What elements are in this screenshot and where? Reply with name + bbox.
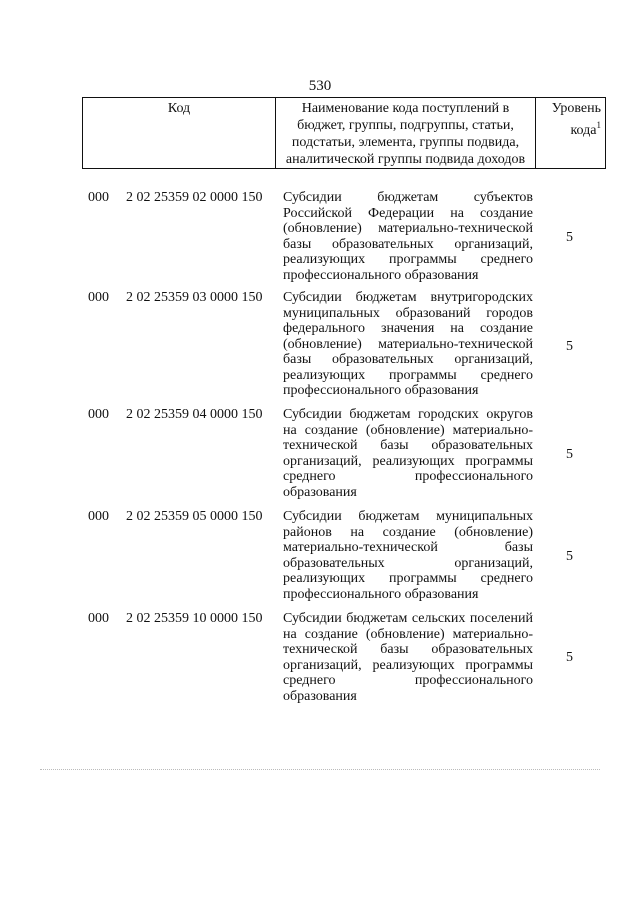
header-name: Наименование кода поступлений в бюджет, группы, подгруппы, статьи, подстатьи, элемента, группы подвида, аналитической группы подвида доходов <box>276 98 536 168</box>
row-admin-code: 000 <box>88 190 109 205</box>
row-admin-code: 000 <box>88 611 109 626</box>
row-income-code: 2 02 25359 05 0000 150 <box>126 509 263 524</box>
row-code <box>88 290 263 306</box>
row-name: Субсидии бюджетам муниципальных районов на создание (обновление) материально-технической базы образовательных организаций, реализующих программы среднего профессионального образования <box>283 509 533 602</box>
row-code <box>88 190 263 206</box>
row-income-code: 2 02 25359 03 0000 150 <box>126 290 263 305</box>
row-level: 5 <box>566 339 573 354</box>
row-level: 5 <box>566 549 573 564</box>
row-code <box>88 509 263 525</box>
row-level: 5 <box>566 230 573 245</box>
row-code <box>88 611 263 627</box>
row-name: Субсидии бюджетам сельских поселений на создание (обновление) материально-технической базы образовательных организаций, реализующих программы среднего профессионального образования <box>283 611 533 704</box>
header-level-label: Уровень кода <box>551 101 601 138</box>
row-admin-code: 000 <box>88 290 109 305</box>
row-name: Субсидии бюджетам субъектов Российской Федерации на создание (обновление) материально-технической базы образовательных организаций, реализующих программы среднего профессионального образования <box>283 190 533 283</box>
scan-artifact-line <box>40 769 600 770</box>
row-level: 5 <box>566 650 573 665</box>
row-income-code: 2 02 25359 10 0000 150 <box>126 611 263 626</box>
row-income-code: 2 02 25359 02 0000 150 <box>126 190 263 205</box>
row-name: Субсидии бюджетам внутригородских муниципальных образований городов федерального значения на создание (обновление) материально-технической базы образовательных организаций, реализующих программы среднего профессионального образования <box>283 290 533 398</box>
page-number: 530 <box>308 78 332 94</box>
row-income-code: 2 02 25359 04 0000 150 <box>126 407 263 422</box>
table-header <box>82 97 606 169</box>
row-name: Субсидии бюджетам городских округов на создание (обновление) материально-технической базы образовательных организаций, реализующих программы среднего профессионального образования <box>283 407 533 500</box>
header-level <box>536 98 605 168</box>
header-level-footnote: 1 <box>596 120 601 130</box>
row-code <box>88 407 263 423</box>
row-admin-code: 000 <box>88 509 109 524</box>
row-admin-code: 000 <box>88 407 109 422</box>
header-code: Код <box>83 98 276 168</box>
row-level: 5 <box>566 447 573 462</box>
